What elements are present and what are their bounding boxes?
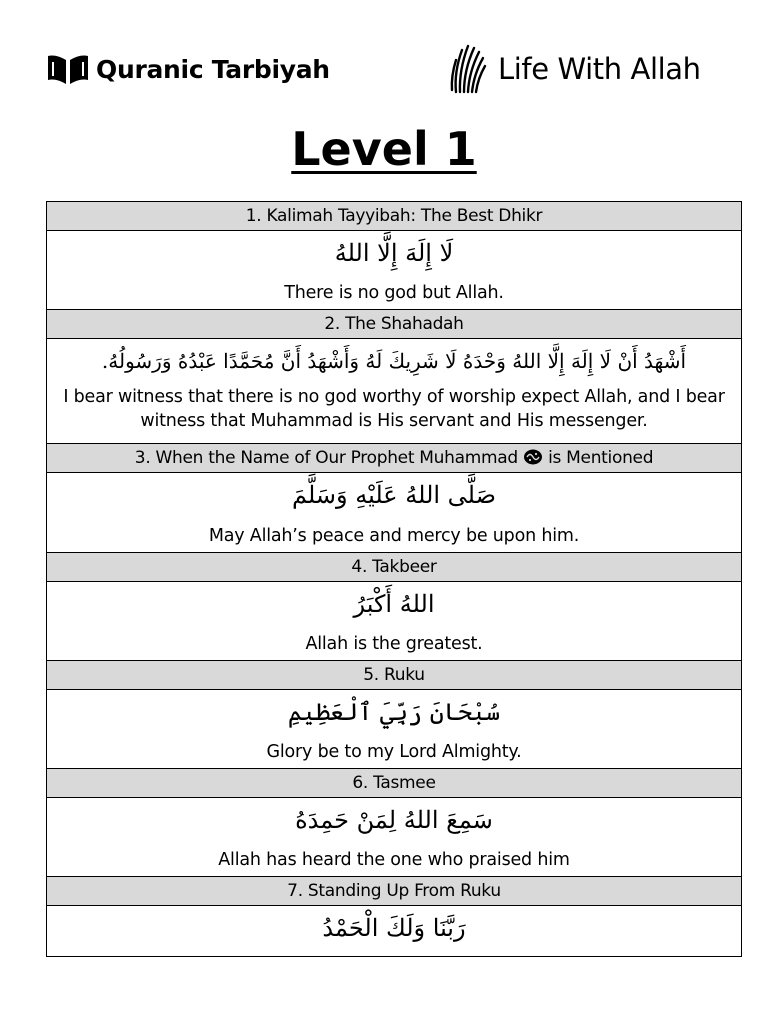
section-body-6 (47, 798, 741, 877)
section-heading-1: 1. Kalimah Tayyibah: The Best Dhikr (47, 202, 741, 231)
english-translation: I bear witness that there is no god worthy of worship expect Allah, and I bear witness that Muhammad is His servant and His messenger. (63, 387, 725, 431)
arabic-text: أَشْهَدُ أَنْ لَا إِلَهَ إِلَّا اللهُ وَحْدَهُ لَا شَرِيكَ لَهُ وَأَشْهَدُ أَنَّ مُحَمَّدًا عَبْدُهُ وَرَسُولُهُ. (101, 349, 687, 373)
english-translation: There is no god but Allah. (284, 283, 504, 303)
page-title (0, 122, 768, 176)
feather-icon (448, 42, 488, 96)
english-translation: Glory be to my Lord Almighty. (266, 742, 522, 762)
section-body-7 (47, 906, 741, 956)
section-heading-2: 2. The Shahadah (47, 310, 741, 339)
brand-name-left: Quranic Tarbiyah (96, 54, 330, 84)
section-body-1 (47, 231, 741, 310)
section-heading-7: 7. Standing Up From Ruku (47, 877, 741, 906)
english-translation: Allah is the greatest. (305, 634, 483, 654)
arabic-text: رَبَّنَا وَلَكَ الْحَمْدُ (322, 914, 466, 942)
english-translation: Allah has heard the one who praised him (218, 850, 570, 870)
brand-name-right: Life With Allah (498, 52, 701, 86)
arabic-text: سَمِعَ اللهُ لِمَنْ حَمِدَهُ (295, 806, 493, 834)
section-body-4 (47, 582, 741, 661)
section-heading-6: 6. Tasmee (47, 769, 741, 798)
life-with-allah-logo (448, 42, 701, 96)
section-heading-3-text: 3. When the Name of Our Prophet Muhammad (134, 448, 518, 468)
open-book-icon (46, 52, 90, 86)
section-body-2 (47, 339, 741, 444)
dhikr-table (46, 201, 742, 957)
section-body-3 (47, 473, 741, 553)
arabic-text: سُبْحَانَ رَبِّيَ ٱلْعَظِيمِ (287, 698, 501, 726)
salawat-calligraphy-icon (523, 448, 543, 466)
page-header (0, 0, 768, 110)
quranic-tarbiyah-logo (46, 52, 330, 86)
arabic-text: لَا إِلَهَ إِلَّا اللهُ (334, 239, 454, 267)
section-heading-3 (47, 444, 741, 473)
section-heading-5: 5. Ruku (47, 661, 741, 690)
arabic-text: اللهُ أَكْبَرُ (353, 590, 435, 618)
page-title-text: Level 1 (291, 122, 477, 176)
arabic-text: صَلَّى اللهُ عَلَيْهِ وَسَلَّمَ (292, 481, 496, 509)
section-body-5 (47, 690, 741, 769)
english-translation: May Allah’s peace and mercy be upon him. (208, 526, 580, 546)
section-heading-3-suffix: is Mentioned (548, 448, 654, 468)
section-heading-4: 4. Takbeer (47, 553, 741, 582)
